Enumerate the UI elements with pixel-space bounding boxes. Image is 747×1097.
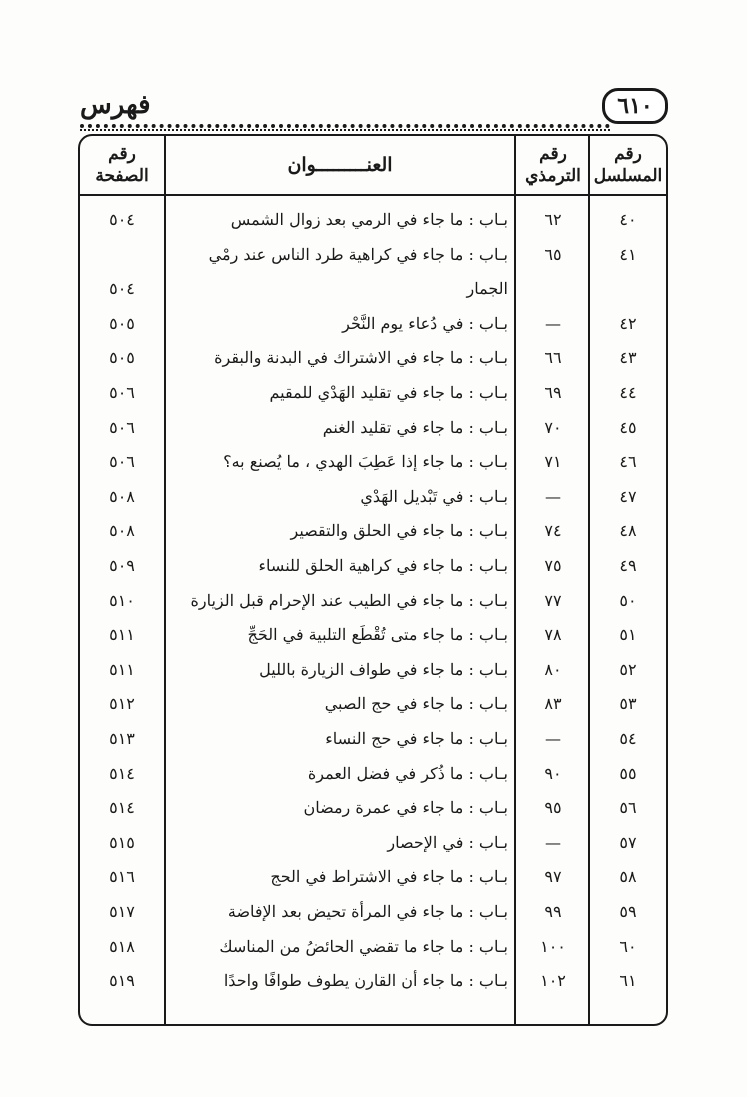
col-tirmidhi-header <box>516 136 590 194</box>
tirmidhi-number-cell: ٧٤ <box>544 521 562 541</box>
tirmidhi-number-cell: — <box>545 313 561 333</box>
title-cell: بـاب : ما جاء في كراهية طرد الناس عند رمْي <box>208 244 508 264</box>
tirmidhi-number-cell: ٦٦ <box>544 348 562 368</box>
table-row <box>80 827 666 861</box>
table-row <box>80 965 666 999</box>
page-number-cell: ٥٠٩ <box>109 556 135 575</box>
page-number: ٦١٠ <box>602 88 668 124</box>
col-tirmidhi-line1: رقم <box>539 144 567 164</box>
title-cell: بـاب : في دُعاء يوم النَّحْر <box>342 313 508 333</box>
page-number-cell: ٥١٤ <box>109 798 135 818</box>
serial-cell: ٤٠ <box>619 210 637 229</box>
page-number-cell: ٥١٩ <box>109 971 135 991</box>
table-row <box>80 792 666 826</box>
tirmidhi-number-cell: ٧٨ <box>544 625 562 645</box>
page-number-cell: ٥١٥ <box>109 832 135 852</box>
tirmidhi-number-cell: ٨٠ <box>544 659 562 679</box>
table-row <box>80 204 666 238</box>
tirmidhi-number-cell: ٩٥ <box>544 798 562 818</box>
title-cell: الجمار <box>466 279 508 299</box>
serial-cell: ٤٧ <box>619 486 637 506</box>
tirmidhi-number-cell: ٦٩ <box>544 383 562 402</box>
title-cell: بـاب : ما جاء ما تقضي الحائضُ من المناسك <box>219 936 508 956</box>
table-row <box>80 273 666 307</box>
title-cell: بـاب : ما جاء في كراهية الحلق للنساء <box>258 556 508 575</box>
table-row <box>80 723 666 757</box>
table-row <box>80 377 666 411</box>
table-header <box>80 136 666 196</box>
tirmidhi-number-cell: ٩٠ <box>544 763 562 783</box>
title-cell: بـاب : ما جاء في الاشتراك في البدنة والبقرة <box>214 348 508 368</box>
page-number-cell: ٥١١ <box>109 625 135 645</box>
table-row <box>80 446 666 480</box>
col-serial-line1: رقم <box>614 144 642 164</box>
serial-cell: ٤٢ <box>619 313 637 333</box>
page-number-cell: ٥٠٤ <box>109 279 135 299</box>
table-row <box>80 412 666 446</box>
title-cell: بـاب : ما جاء في حج النساء <box>325 729 508 748</box>
title-cell: بـاب : ما جاء متى تُقْطَع التلبية في الحَجِّ <box>247 625 508 645</box>
title-cell: بـاب : ما جاء في تقليد الهَدْي للمقيم <box>269 383 508 402</box>
tirmidhi-number-cell: ٦٢ <box>544 210 562 229</box>
tirmidhi-number-cell: ١٠٢ <box>540 971 566 991</box>
serial-cell: ٤٩ <box>619 556 637 575</box>
tirmidhi-number-cell: ٦٥ <box>544 244 562 264</box>
page-number-cell: ٥١٨ <box>109 936 135 956</box>
page-number-cell: ٥٠٥ <box>109 313 135 333</box>
col-page-line1: رقم <box>108 144 136 164</box>
title-cell: بـاب : ما جاء أن القارن يطوف طوافًا واحدًا <box>223 971 508 991</box>
title-cell: بـاب : ما جاء في تقليد الغنم <box>322 417 508 437</box>
page-number-cell: ٥٠٦ <box>109 417 135 437</box>
tirmidhi-number-cell: ٩٩ <box>544 902 562 921</box>
title-cell: بـاب : ما جاء إذا عَطِبَ الهدي ، ما يُصنع به؟ <box>223 452 508 472</box>
table-row <box>80 515 666 549</box>
index-table <box>78 134 668 1026</box>
table-row <box>80 861 666 895</box>
serial-cell: ٥٤ <box>619 729 637 748</box>
tirmidhi-number-cell: ٩٧ <box>544 867 562 887</box>
table-row <box>80 896 666 930</box>
serial-cell: ٥٣ <box>619 694 637 714</box>
tirmidhi-number-cell: — <box>545 486 561 506</box>
tirmidhi-number-cell: — <box>545 832 561 852</box>
table-row <box>80 308 666 342</box>
tirmidhi-number-cell: ١٠٠ <box>540 936 566 956</box>
serial-cell: ٤٥ <box>619 417 637 437</box>
title-cell: بـاب : ما ذُكر في فضل العمرة <box>307 763 508 783</box>
page-header <box>80 88 668 128</box>
col-serial-header <box>590 136 666 194</box>
tirmidhi-number-cell: ٧٠ <box>544 417 562 437</box>
page-number-cell: ٥١٦ <box>109 867 135 887</box>
page-number-cell: ٥٠٨ <box>109 521 135 541</box>
title-cell: بـاب : ما جاء في الحلق والتقصير <box>290 521 508 541</box>
title-cell: بـاب : ما جاء في حج الصبي <box>324 694 508 714</box>
page-number-cell: ٥١٤ <box>109 763 135 783</box>
tirmidhi-number-cell: — <box>545 729 561 748</box>
title-cell: بـاب : ما جاء في عمرة رمضان <box>303 798 508 818</box>
table-row <box>80 688 666 722</box>
title-cell: بـاب : ما جاء في طواف الزيارة بالليل <box>259 659 508 679</box>
serial-cell: ٥٥ <box>619 763 637 783</box>
serial-cell: ٥٧ <box>619 832 637 852</box>
serial-cell: ٥٠ <box>619 590 637 610</box>
page-number-cell: ٥١٢ <box>109 694 135 714</box>
tirmidhi-number-cell: ٨٣ <box>544 694 562 714</box>
col-serial-line2: المسلسل <box>593 166 663 186</box>
serial-cell: ٤٨ <box>619 521 637 541</box>
serial-cell: ٤١ <box>619 244 637 264</box>
page-number-cell: ٥٠٦ <box>109 383 135 402</box>
table-row <box>80 550 666 584</box>
table-row <box>80 654 666 688</box>
serial-cell: ٤٣ <box>619 348 637 368</box>
page-number-cell: ٥٠٨ <box>109 486 135 506</box>
header-title: فهرس <box>80 90 151 120</box>
serial-cell: ٥٨ <box>619 867 637 887</box>
col-page-header <box>80 136 164 194</box>
title-cell: بـاب : ما جاء في الرمي بعد زوال الشمس <box>230 210 508 229</box>
page-number-cell: ٥١٠ <box>109 590 135 610</box>
table-row <box>80 619 666 653</box>
table-row <box>80 342 666 376</box>
page-number-cell: ٥١٣ <box>109 729 135 748</box>
col-title-header <box>164 136 516 194</box>
serial-cell: ٥٢ <box>619 659 637 679</box>
header-divider-thin <box>80 129 610 131</box>
page-number-cell: ٥٠٦ <box>109 452 135 472</box>
title-cell: بـاب : في الإحصار <box>387 832 508 852</box>
serial-cell: ٥٦ <box>619 798 637 818</box>
tirmidhi-number-cell: ٧١ <box>544 452 562 472</box>
table-row <box>80 585 666 619</box>
title-cell: بـاب : في تَبْديل الهَدْي <box>360 486 508 506</box>
page-number-cell: ٥١١ <box>109 659 135 679</box>
serial-cell: ٦٠ <box>619 936 637 956</box>
page-number-cell: ٥٠٥ <box>109 348 135 368</box>
col-page-line2: الصفحة <box>95 166 149 186</box>
header-divider <box>80 124 610 128</box>
tirmidhi-number-cell: ٧٧ <box>544 590 562 610</box>
col-tirmidhi-line2: الترمذي <box>525 166 581 186</box>
table-row <box>80 239 666 273</box>
col-title-label: العنـــــــــوان <box>287 154 393 176</box>
title-cell: بـاب : ما جاء في الاشتراط في الحج <box>270 867 508 887</box>
serial-cell: ٦١ <box>619 971 637 991</box>
page-number-cell: ٥٠٤ <box>109 210 135 229</box>
tirmidhi-number-cell: ٧٥ <box>544 556 562 575</box>
serial-cell: ٤٤ <box>619 383 637 402</box>
serial-cell: ٥١ <box>619 625 637 645</box>
table-row <box>80 758 666 792</box>
page-number-cell: ٥١٧ <box>109 902 135 921</box>
title-cell: بـاب : ما جاء في الطيب عند الإحرام قبل الزيارة <box>190 590 508 610</box>
title-cell: بـاب : ما جاء في المرأة تحيض بعد الإفاضة <box>227 902 508 921</box>
serial-cell: ٥٩ <box>619 902 637 921</box>
serial-cell: ٤٦ <box>619 452 637 472</box>
table-row <box>80 931 666 965</box>
table-row <box>80 481 666 515</box>
